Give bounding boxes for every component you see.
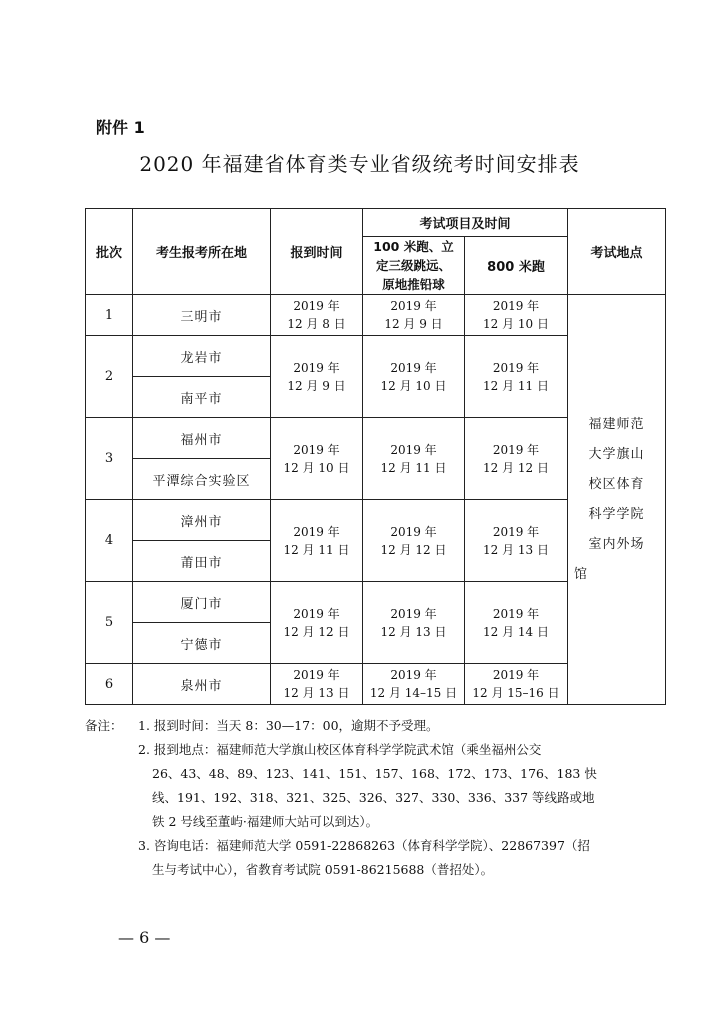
header-exam1 — [363, 237, 465, 295]
notes-label: 备注： — [85, 718, 123, 733]
batch-cell: 4 — [86, 500, 133, 582]
location-cell: 莆田市 — [133, 541, 271, 582]
date-line: 12 月 11 日 — [283, 542, 350, 557]
table-row — [86, 295, 666, 336]
exam1-date-cell — [363, 500, 465, 582]
note-line: 铁 2 号线至董屿·福建师大站可以到达）。 — [152, 814, 379, 829]
date-line: 12 月 10 日 — [283, 460, 350, 475]
date-line: 2019 年 — [293, 606, 340, 621]
date-line: 2019 年 — [492, 668, 540, 682]
exam2-date-cell — [465, 336, 568, 418]
header-location: 考生报考所在地 — [133, 209, 271, 295]
date-line: 2019 年 — [293, 442, 340, 457]
date-line: 2019 年 — [293, 360, 340, 375]
note-line: 生与考试中心），省教育考试院 0591-86215688（普招处）。 — [152, 862, 494, 877]
batch-cell: 6 — [86, 664, 133, 705]
date-line: 2019 年 — [492, 360, 540, 375]
date-line: 12 月 12 日 — [483, 460, 549, 475]
venue-line: 科学学院 — [588, 506, 645, 522]
note-item — [85, 738, 685, 834]
header-batch: 批次 — [86, 209, 133, 295]
note-line: 3. 咨询电话：福建师范大学 0591-22868263（体育科学学院）、22867397（招 — [138, 838, 590, 853]
location-cell: 漳州市 — [133, 500, 271, 541]
page-number: — 6 — — [118, 928, 171, 947]
checkin-date-cell — [271, 336, 363, 418]
date-line: 12 月 10 日 — [483, 317, 549, 331]
note-line: 26、43、48、89、123、141、151、157、168、172、173、176、183 快 — [152, 766, 597, 781]
document-title: 2020 年福建省体育类专业省级统考时间安排表 — [139, 152, 580, 176]
header-exam-group: 考试项目及时间 — [363, 209, 568, 237]
exam2-date-cell — [465, 500, 568, 582]
schedule-table — [85, 208, 666, 705]
date-line: 2019 年 — [492, 299, 540, 313]
date-line: 2019 年 — [492, 442, 540, 457]
venue-line: 大学旗山 — [588, 446, 645, 462]
exam1-date-cell — [363, 418, 465, 500]
note-item — [85, 834, 685, 882]
checkin-date-cell — [271, 582, 363, 664]
notes — [85, 714, 685, 882]
date-line: 12 月 9 日 — [287, 378, 346, 393]
date-line: 2019 年 — [390, 299, 437, 313]
location-cell: 宁德市 — [133, 623, 271, 664]
checkin-date-cell — [271, 664, 363, 705]
venue-line: 校区体育 — [588, 476, 645, 492]
batch-cell: 2 — [86, 336, 133, 418]
date-line: 12 月 12 日 — [283, 624, 350, 639]
date-line: 2019 年 — [293, 524, 340, 539]
checkin-date-cell — [271, 295, 363, 336]
exam1-date-cell — [363, 295, 465, 336]
exam1-date-cell — [363, 582, 465, 664]
attachment-label: 附件 1 — [96, 118, 145, 137]
date-line: 2019 年 — [390, 606, 437, 621]
note-line: 2. 报到地点：福建师范大学旗山校区体育科学学院武术馆（乘坐福州公交 — [138, 742, 542, 757]
exam1-date-cell — [363, 664, 465, 705]
location-cell: 厦门市 — [133, 582, 271, 623]
date-line: 12 月 8 日 — [287, 317, 346, 331]
date-line: 12 月 11 日 — [380, 460, 447, 475]
location-cell: 龙岩市 — [133, 336, 271, 377]
date-line: 12 月 13 日 — [380, 624, 447, 639]
date-line: 12 月 9 日 — [384, 317, 443, 331]
venue-line: 馆 — [574, 566, 589, 582]
date-line: 12 月 10 日 — [380, 378, 447, 393]
location-cell: 平潭综合实验区 — [133, 459, 271, 500]
exam2-date-cell — [465, 664, 568, 705]
date-line: 12 月 14 日 — [483, 624, 549, 639]
venue-cell — [568, 295, 666, 705]
location-cell: 南平市 — [133, 377, 271, 418]
batch-cell: 5 — [86, 582, 133, 664]
batch-cell: 3 — [86, 418, 133, 500]
header-venue: 考试地点 — [568, 209, 666, 295]
header-exam1-line: 原地推铅球 — [382, 277, 445, 292]
date-line: 12 月 11 日 — [483, 378, 549, 393]
venue-line: 福建师范 — [588, 416, 645, 432]
location-cell: 福州市 — [133, 418, 271, 459]
date-line: 2019 年 — [492, 606, 540, 621]
date-line: 2019 年 — [390, 442, 437, 457]
note-item — [85, 714, 685, 738]
checkin-date-cell — [271, 418, 363, 500]
schedule-body — [86, 295, 666, 705]
date-line: 2019 年 — [390, 668, 437, 682]
checkin-date-cell — [271, 500, 363, 582]
date-line: 2019 年 — [293, 299, 340, 313]
venue-line: 室内外场 — [588, 536, 645, 552]
location-cell: 三明市 — [133, 295, 271, 336]
location-cell: 泉州市 — [133, 664, 271, 705]
note-line: 1. 报到时间：当天 8：30—17：00，逾期不予受理。 — [138, 718, 439, 733]
exam1-date-cell — [363, 336, 465, 418]
header-checkin: 报到时间 — [271, 209, 363, 295]
header-exam1-line: 定三级跳远、 — [375, 258, 451, 273]
exam2-date-cell — [465, 582, 568, 664]
header-exam2: 800 米跑 — [465, 237, 568, 295]
date-line: 2019 年 — [390, 524, 437, 539]
batch-cell: 1 — [86, 295, 133, 336]
date-line: 2019 年 — [390, 360, 437, 375]
date-line: 2019 年 — [492, 524, 540, 539]
date-line: 2019 年 — [293, 668, 340, 682]
date-line: 12 月 13 日 — [283, 686, 350, 700]
date-line: 12 月 12 日 — [380, 542, 447, 557]
exam2-date-cell — [465, 418, 568, 500]
date-line: 12 月 13 日 — [483, 542, 549, 557]
date-line: 12 月 15–16 日 — [472, 686, 560, 700]
header-exam1-line: 100 米跑、立 — [373, 239, 454, 254]
note-line: 线、191、192、318、321、325、326、327、330、336、337 等线路或地 — [152, 790, 595, 805]
date-line: 12 月 14–15 日 — [369, 686, 458, 700]
exam2-date-cell — [465, 295, 568, 336]
